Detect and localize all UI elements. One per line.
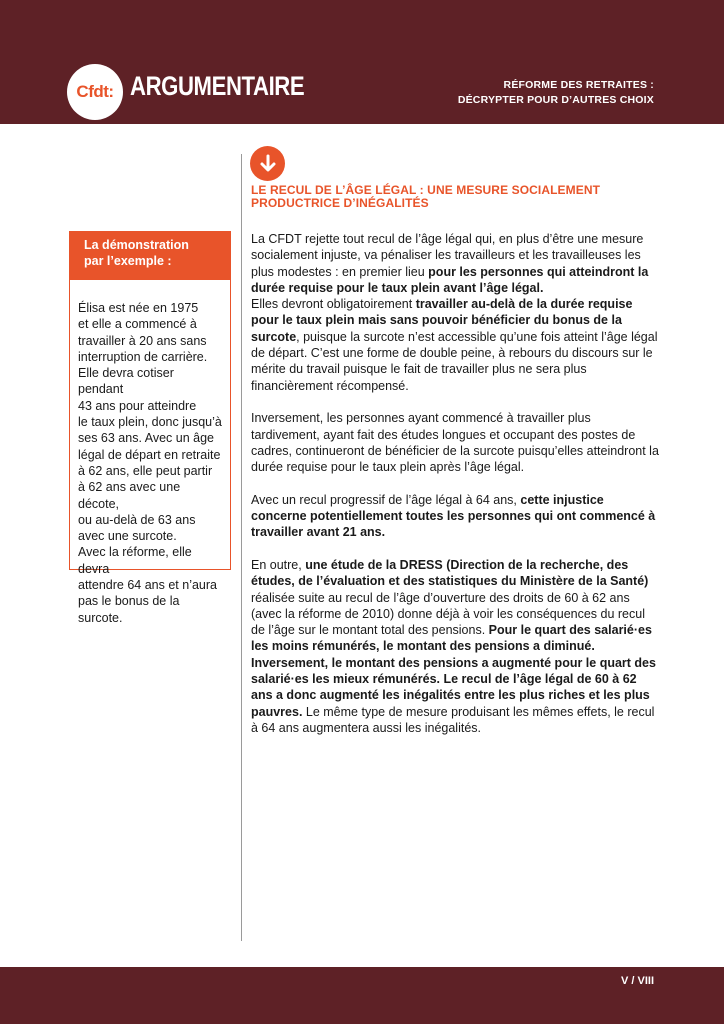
bold-run: une étude de la DRESS (Direction de la recherche, des études, de l’évaluation et des statistiques du Ministère de la Santé): [251, 557, 649, 589]
sidebar-line: le taux plein, donc jusqu’à: [78, 415, 222, 430]
paragraph-2: Inversement, les personnes ayant commencé à travailler plus tardivement, ayant fait des études longues et occupant des postes de cadres, continueront de bénéficier de la surcote puisqu’elles atteindront la durée requise pour le taux plein après l’âge légal.: [251, 411, 659, 475]
section-title-line2: PRODUCTRICE D’INÉGALITÉS: [251, 196, 429, 210]
sidebar-line: Avec la réforme, elle devra: [78, 545, 192, 576]
main-text: [251, 231, 661, 753]
column-divider: [241, 154, 242, 941]
header-subtitle-line1: RÉFORME DES RETRAITES :: [503, 79, 654, 91]
page-footer: [0, 967, 724, 1024]
sidebar-heading-line1: La démonstration: [84, 238, 189, 252]
sidebar-body: [70, 280, 230, 626]
sidebar-heading: [70, 232, 230, 280]
bold-run: cette injustice concerne potentiellement toutes les personnes qui ont commencé à travailler avant 21 ans.: [251, 492, 656, 540]
text-run: Elles devront obligatoirement: [251, 297, 416, 312]
sidebar-line: Élisa est née en 1975: [78, 301, 199, 315]
bold-run: travailler au-delà de la durée requise pour le taux plein mais sans pouvoir bénéficier du bonus de la surcote: [251, 297, 633, 344]
page-number: V / VIII: [620, 975, 654, 987]
sidebar-line: interruption de carrière.: [78, 349, 208, 364]
sidebar-line: attendre 64 ans et n’aura: [78, 578, 217, 593]
brand-title: ARGUMENTAIRE: [130, 71, 305, 101]
cfdt-logo: [67, 64, 123, 120]
text-run: Avec un recul progressif de l’âge légal à 64 ans,: [251, 492, 521, 507]
sidebar-line: pas le bonus de la surcote.: [78, 594, 180, 625]
example-sidebar: [69, 231, 231, 625]
text-run: La CFDT rejette tout recul de l’âge légal qui, en plus d’être une mesure socialement injuste, va pénaliser les travailleurs et les travailleuses les plus modestes : en premier lieu: [251, 232, 644, 279]
page-header: [0, 0, 724, 124]
sidebar-heading-line2: par l’exemple :: [84, 254, 172, 268]
arrow-down-icon: [250, 146, 285, 181]
section-title: [251, 184, 651, 210]
paragraph-4: [251, 557, 661, 736]
sidebar-line: et elle a commencé à: [78, 317, 197, 332]
logo-text: Cfdt:: [76, 82, 114, 101]
sidebar-line: à 62 ans, elle peut partir: [78, 463, 213, 478]
text-run: En outre,: [251, 557, 306, 572]
section-title-line1: LE RECUL DE L’ÂGE LÉGAL : UNE MESURE SOCIALEMENT: [251, 183, 601, 197]
text-run: réalisée suite au recul de l’âge d’ouverture des droits de 60 à 62 ans (avec la réforme de 2010) donne déjà à voir les conséquences du recul de l’âge sur le montant total des pensions.: [251, 590, 645, 638]
sidebar-line: à 62 ans avec une décote,: [78, 480, 181, 511]
sidebar-line: 43 ans pour atteindre: [78, 398, 197, 413]
header-subtitle-line2: DÉCRYPTER POUR D’AUTRES CHOIX: [457, 94, 654, 106]
text-run: , puisque la surcote n’est accessible qu’une fois atteint l’âge légal de départ. C’est une forme de double peine, à rebours du discours sur le mérite du travail puisque le fait de travailler plus ne sera plus financièrement récompensé.: [251, 329, 658, 393]
sidebar-line: avec une surcote.: [78, 529, 177, 544]
sidebar-line: Elle devra cotiser pendant: [78, 366, 174, 397]
paragraph-1: [251, 231, 661, 394]
sidebar-line: ses 63 ans. Avec un âge: [78, 431, 214, 446]
bold-run: pour les personnes qui atteindront la durée requise pour le taux plein avant l’âge légal.: [251, 264, 649, 295]
paragraph-3: [251, 492, 661, 541]
sidebar-line: légal de départ en retraite: [78, 447, 221, 462]
sidebar-line: ou au-delà de 63 ans: [78, 512, 196, 527]
sidebar-line: travailler à 20 ans sans: [78, 333, 207, 348]
text-run: Le même type de mesure produisant les mêmes effets, le recul à 64 ans augmentera aussi les inégalités.: [251, 704, 655, 735]
bold-run: Pour le quart des salarié·es les moins rémunérés, le montant des pensions a diminué. Inversement, le montant des pensions a augmenté pour le quart des salarié·es les mieux rémunérés. Le recul de l’âge légal de 60 à 62 ans a donc augmenté les inégalités entre les plus riches et les plus pauvres.: [251, 623, 656, 719]
header-subtitle: [458, 78, 654, 108]
